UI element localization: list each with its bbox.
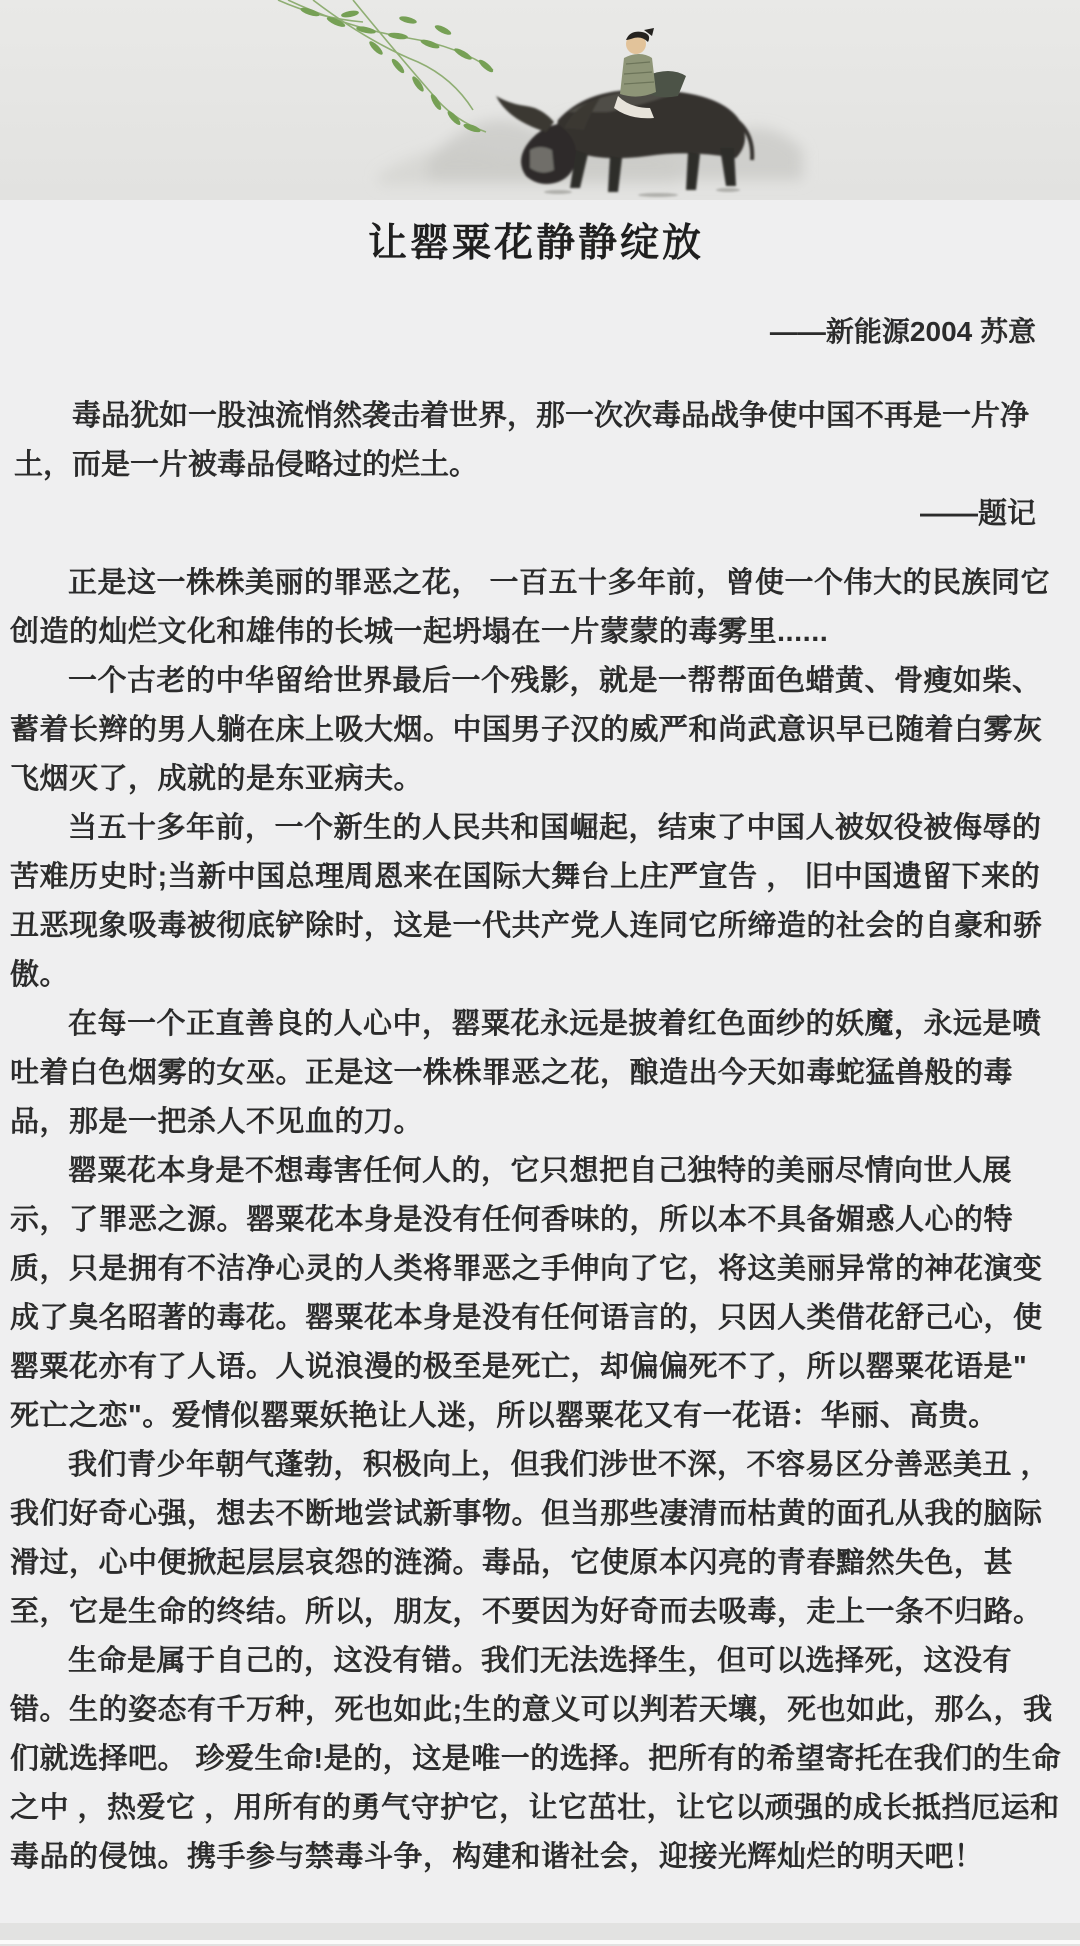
page-title: 让罂粟花静静绽放	[367, 222, 704, 265]
epigraph	[10, 392, 1062, 539]
essay-paragraph: 正是这一株株美丽的罪恶之花， 一百五十多年前，曾使一个伟大的民族同它创造的灿烂文化和雄伟的长城一起坍塌在一片蒙蒙的毒雾里......	[10, 567, 1051, 648]
footer-band	[0, 1923, 1080, 1946]
essay-paragraph: 一个古老的中华留给世界最后一个残影，就是一帮帮面色蜡黄、骨瘦如柴、蓄着长辫的男人躺在床上吸大烟。中国男子汉的威严和尚武意识早已随着白雾灰飞烟灭了，成就的是东亚病夫。	[10, 665, 1043, 795]
essay-body	[10, 559, 1062, 1922]
author-byline: ——新能源2004 苏意	[769, 316, 1036, 347]
epigraph-text: 毒品犹如一股浊流悄然袭击着世界，那一次次毒品战争使中国不再是一片净土，而是一片被毒品侵略过的烂土。	[14, 400, 1030, 481]
essay-paragraph: 罂粟花本身是不想毒害任何人的，它只想把自己独特的美丽尽情向世人展示，了罪恶之源。罂粟花本身是没有任何香味的，所以本不具备媚惑人心的特质，只是拥有不洁净心灵的人类将罪恶之手伸向了它，将这美丽异常的神花演变成了臭名昭著的毒花。罂粟花本身是没有任何语言的，只因人类借花舒己心，使罂粟花亦有了人语。人说浪漫的极至是死亡，却偏偏死不了，所以罂粟花语是" 死亡之恋"。爱情似罂粟妖艳让人迷，所以罂粟花又有一花语：华丽、高贵。	[10, 1155, 1043, 1432]
epigraph-signature: ——题记	[919, 498, 1036, 530]
footer-highlight-line	[0, 1940, 1080, 1944]
ink-painting-illustration	[258, 0, 822, 200]
willow-branches-icon	[278, 0, 495, 134]
hero-band	[0, 0, 1080, 200]
document-page	[0, 200, 1080, 1922]
essay-paragraph: 我们青少年朝气蓬勃，积极向上，但我们涉世不深，不容易区分善恶美丑 ，我们好奇心强，想去不断地尝试新事物。但当那些凄清而枯黄的面孔从我的脑际滑过，心中便掀起层层哀怨的涟漪。毒品，它使原本闪亮的青春黯然失色，甚至，它是生命的终结。所以，朋友，不要因为好奇而去吸毒，走上一条不归路。	[10, 1449, 1051, 1628]
essay-paragraph: 当五十多年前，一个新生的人民共和国崛起，结束了中国人被奴役被侮辱的苦难历史时;当新中国总理周恩来在国际大舞台上庄严宣告 ， 旧中国遗留下来的丑恶现象吸毒被彻底铲除时，这是一代共产党人连同它所缔造的社会的自豪和骄傲。	[10, 812, 1043, 991]
essay-paragraph: 生命是属于自己的，这没有错。我们无法选择生，但可以选择死，这没有错。生的姿态有千万种，死也如此;生的意义可以判若天壤，死也如此，那么，我们就选择吧。 珍爱生命!是的，这是唯一的选择。把所有的希望寄托在我们的生命之中 ，热爱它 ，用所有的勇气守护它，让它茁壮，让它以顽强的成长抵挡厄运和毒品的侵蚀。携手参与禁毒斗争，构建和谐社会，迎接光辉灿烂的明天吧！	[10, 1645, 1062, 1873]
essay-paragraph: 在每一个正直善良的人心中，罂粟花永远是披着红色面纱的妖魔，永远是喷吐着白色烟雾的女巫。正是这一株株罪恶之花，酿造出今天如毒蛇猛兽般的毒品，那是一把杀人不见血的刀。	[10, 1008, 1042, 1138]
